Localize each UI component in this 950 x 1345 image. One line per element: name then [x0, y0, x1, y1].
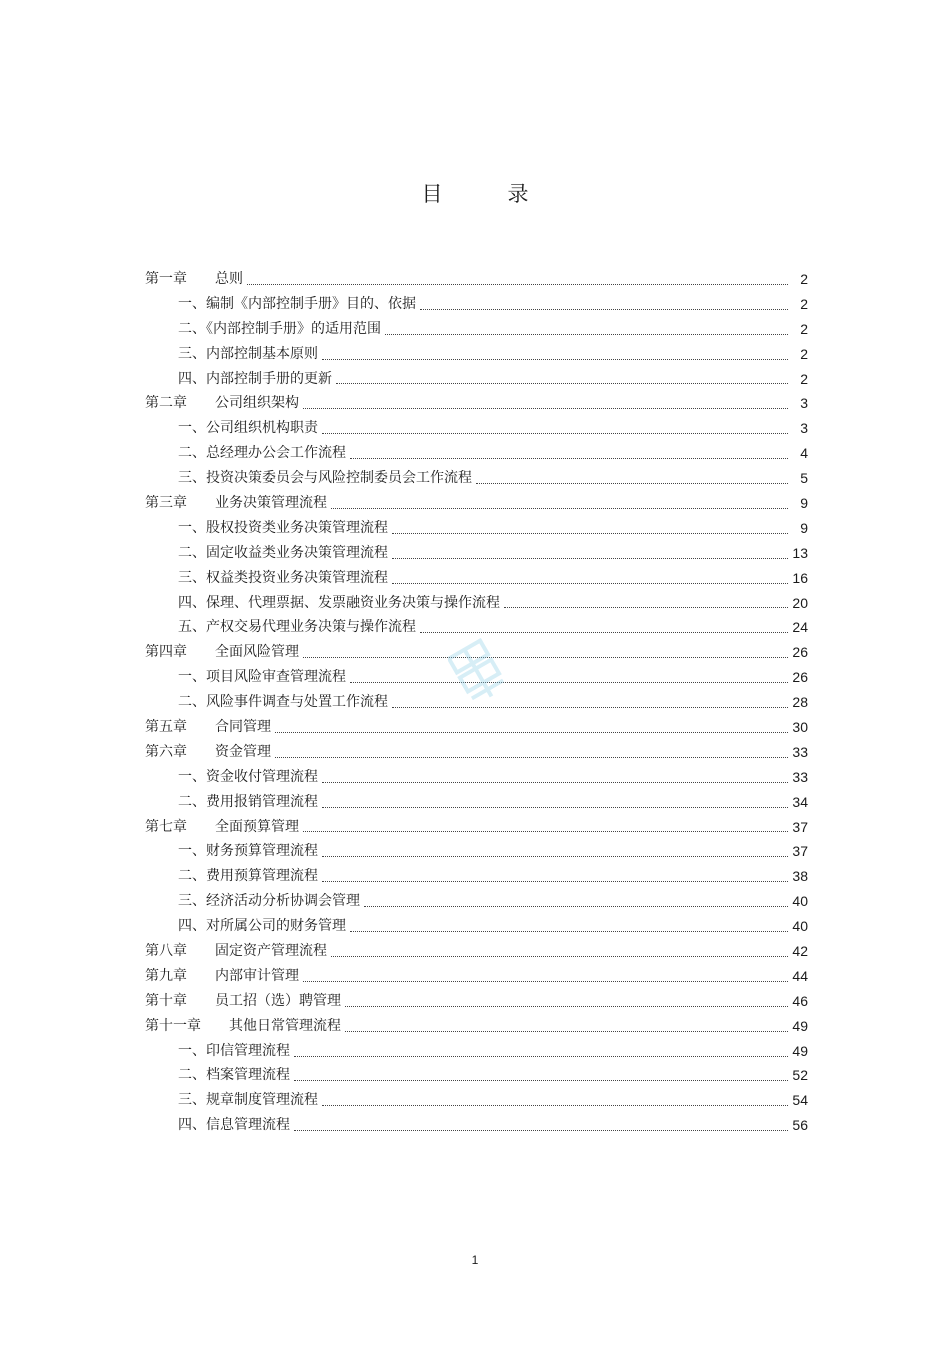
toc-dot-leader — [303, 980, 788, 982]
toc-entry-page-number: 16 — [792, 569, 808, 586]
logo-watermark-icon — [448, 638, 508, 708]
toc-entry-label: 一、编制《内部控制手册》目的、依据 — [178, 295, 416, 312]
toc-section-entry[interactable] — [145, 1039, 808, 1064]
toc-entry-page-number: 3 — [800, 395, 808, 412]
toc-dot-leader — [350, 681, 788, 683]
toc-entry-page-number: 13 — [792, 544, 808, 561]
toc-entry-page-number: 56 — [792, 1117, 808, 1134]
toc-entry-page-number: 30 — [792, 719, 808, 736]
page-title: 目 录 — [421, 182, 551, 206]
toc-entry-page-number: 5 — [800, 470, 808, 487]
toc-dot-leader — [331, 507, 788, 509]
toc-dot-leader — [476, 482, 788, 484]
toc-entry-page-number: 26 — [792, 644, 808, 661]
toc-section-entry[interactable] — [145, 292, 808, 317]
toc-dot-leader — [303, 830, 788, 832]
toc-entry-label: 三、经济活动分析协调会管理 — [178, 893, 360, 910]
toc-section-entry[interactable] — [145, 765, 808, 790]
toc-section-entry[interactable] — [145, 591, 808, 616]
toc-entry-label: 三、内部控制基本原则 — [178, 345, 318, 362]
toc-section-entry[interactable] — [145, 466, 808, 491]
toc-entry-label: 四、信息管理流程 — [178, 1117, 290, 1134]
toc-entry-label: 二、档案管理流程 — [178, 1067, 290, 1084]
toc-entry-label: 二、风险事件调查与处置工作流程 — [178, 694, 388, 711]
toc-section-entry[interactable] — [145, 416, 808, 441]
toc-chapter-entry[interactable] — [145, 740, 808, 765]
toc-section-entry[interactable] — [145, 1064, 808, 1089]
toc-entry-label: 二、《内部控制手册》的适用范围 — [178, 320, 381, 337]
toc-section-entry[interactable] — [145, 317, 808, 342]
toc-entry-label: 一、资金收付管理流程 — [178, 768, 318, 785]
toc-dot-leader — [303, 656, 788, 658]
toc-section-entry[interactable] — [145, 541, 808, 566]
toc-entry-page-number: 24 — [792, 619, 808, 636]
toc-entry-page-number: 33 — [792, 743, 808, 760]
toc-section-entry[interactable] — [145, 566, 808, 591]
toc-dot-leader — [345, 1030, 788, 1032]
toc-chapter-entry[interactable] — [145, 715, 808, 740]
toc-entry-label: 第六章 资金管理 — [145, 743, 271, 760]
toc-entry-label: 一、财务预算管理流程 — [178, 843, 318, 860]
toc-chapter-entry[interactable] — [145, 1014, 808, 1039]
toc-entry-page-number: 28 — [792, 694, 808, 711]
toc-dot-leader — [294, 1079, 788, 1081]
toc-entry-label: 第十一章 其他日常管理流程 — [145, 1017, 341, 1034]
toc-dot-leader — [331, 955, 788, 957]
toc-dot-leader — [345, 1005, 788, 1007]
toc-entry-page-number: 2 — [800, 370, 808, 387]
toc-entry-page-number: 42 — [792, 943, 808, 960]
toc-section-entry[interactable] — [145, 839, 808, 864]
toc-dot-leader — [322, 806, 788, 808]
toc-entry-label: 四、对所属公司的财务管理 — [178, 918, 346, 935]
toc-dot-leader — [392, 582, 788, 584]
toc-dot-leader — [322, 1104, 788, 1106]
toc-dot-leader — [420, 308, 788, 310]
toc-dot-leader — [350, 930, 788, 932]
toc-chapter-entry[interactable] — [145, 815, 808, 840]
toc-entry-page-number: 52 — [792, 1067, 808, 1084]
toc-entry-page-number: 49 — [792, 1042, 808, 1059]
toc-entry-page-number: 49 — [792, 1017, 808, 1034]
toc-dot-leader — [303, 407, 788, 409]
toc-dot-leader — [392, 557, 788, 559]
toc-entry-label: 二、费用预算管理流程 — [178, 868, 318, 885]
toc-dot-leader — [294, 1055, 788, 1057]
toc-entry-label: 第一章 总则 — [145, 270, 243, 287]
page-number: 1 — [471, 1253, 479, 1267]
toc-entry-page-number: 2 — [800, 270, 808, 287]
toc-entry-label: 三、权益类投资业务决策管理流程 — [178, 569, 388, 586]
toc-entry-label: 第八章 固定资产管理流程 — [145, 943, 327, 960]
toc-dot-leader — [322, 358, 788, 360]
toc-section-entry[interactable] — [145, 914, 808, 939]
toc-entry-label: 第四章 全面风险管理 — [145, 644, 299, 661]
toc-entry-page-number: 37 — [792, 818, 808, 835]
toc-dot-leader — [392, 532, 788, 534]
toc-dot-leader — [247, 283, 788, 285]
toc-section-entry[interactable] — [145, 1088, 808, 1113]
toc-entry-label: 三、投资决策委员会与风险控制委员会工作流程 — [178, 470, 472, 487]
toc-entry-page-number: 40 — [792, 893, 808, 910]
toc-chapter-entry[interactable] — [145, 391, 808, 416]
toc-entry-page-number: 44 — [792, 967, 808, 984]
toc-dot-leader — [294, 1129, 788, 1131]
toc-section-entry[interactable] — [145, 790, 808, 815]
toc-entry-page-number: 3 — [800, 420, 808, 437]
toc-dot-leader — [420, 631, 788, 633]
toc-dot-leader — [322, 855, 788, 857]
toc-dot-leader — [322, 880, 788, 882]
toc-entry-page-number: 34 — [792, 793, 808, 810]
toc-entry-page-number: 46 — [792, 992, 808, 1009]
toc-entry-page-number: 9 — [800, 495, 808, 511]
toc-section-entry[interactable] — [145, 342, 808, 367]
toc-dot-leader — [275, 756, 788, 758]
toc-entry-page-number: 9 — [800, 519, 808, 536]
toc-entry-label: 四、内部控制手册的更新 — [178, 370, 332, 387]
toc-entry-label: 第三章 业务决策管理流程 — [145, 495, 327, 511]
toc-entry-label: 一、股权投资类业务决策管理流程 — [178, 519, 388, 536]
toc-chapter-entry[interactable] — [145, 964, 808, 989]
toc-entry-label: 二、总经理办公会工作流程 — [178, 445, 346, 462]
toc-entry-page-number: 40 — [792, 918, 808, 935]
toc-entry-page-number: 20 — [792, 594, 808, 611]
toc-entry-page-number: 54 — [792, 1092, 808, 1109]
toc-dot-leader — [336, 382, 788, 384]
toc-entry-page-number: 37 — [792, 843, 808, 860]
toc-dot-leader — [275, 731, 788, 733]
toc-chapter-entry[interactable] — [145, 939, 808, 964]
toc-dot-leader — [364, 905, 788, 907]
toc-entry-page-number: 4 — [800, 445, 808, 462]
toc-dot-leader — [322, 432, 788, 434]
toc-entry-label: 第十章 员工招（选）聘管理 — [145, 992, 341, 1009]
toc-entry-page-number: 2 — [800, 345, 808, 362]
toc-dot-leader — [350, 457, 788, 459]
toc-chapter-entry[interactable] — [145, 491, 808, 516]
toc-dot-leader — [504, 606, 788, 608]
toc-dot-leader — [322, 781, 788, 783]
toc-entry-page-number: 2 — [800, 295, 808, 312]
toc-chapter-entry[interactable] — [145, 267, 808, 292]
toc-chapter-entry[interactable] — [145, 989, 808, 1014]
toc-entry-page-number: 2 — [800, 320, 808, 337]
toc-entry-label: 第二章 公司组织架构 — [145, 395, 299, 412]
toc-entry-page-number: 26 — [792, 669, 808, 686]
toc-entry-label: 一、项目风险审查管理流程 — [178, 669, 346, 686]
toc-entry-label: 三、规章制度管理流程 — [178, 1092, 318, 1109]
toc-section-entry[interactable] — [145, 441, 808, 466]
toc-section-entry[interactable] — [145, 864, 808, 889]
toc-entry-label: 一、印信管理流程 — [178, 1042, 290, 1059]
toc-section-entry[interactable] — [145, 889, 808, 914]
toc-section-entry[interactable] — [145, 367, 808, 392]
toc-entry-label: 第七章 全面预算管理 — [145, 818, 299, 835]
toc-entry-label: 二、固定收益类业务决策管理流程 — [178, 544, 388, 561]
toc-entry-label: 第九章 内部审计管理 — [145, 967, 299, 984]
toc-entry-label: 二、费用报销管理流程 — [178, 793, 318, 810]
toc-entry-page-number: 33 — [792, 768, 808, 785]
toc-section-entry[interactable] — [145, 516, 808, 541]
toc-entry-page-number: 38 — [792, 868, 808, 885]
toc-entry-label: 五、产权交易代理业务决策与操作流程 — [178, 619, 416, 636]
toc-entry-label: 四、保理、代理票据、发票融资业务决策与操作流程 — [178, 594, 500, 611]
toc-section-entry[interactable] — [145, 615, 808, 640]
toc-dot-leader — [385, 333, 788, 335]
toc-entry-label: 一、公司组织机构职责 — [178, 420, 318, 437]
toc-section-entry[interactable] — [145, 1113, 808, 1138]
toc-entry-label: 第五章 合同管理 — [145, 719, 271, 736]
